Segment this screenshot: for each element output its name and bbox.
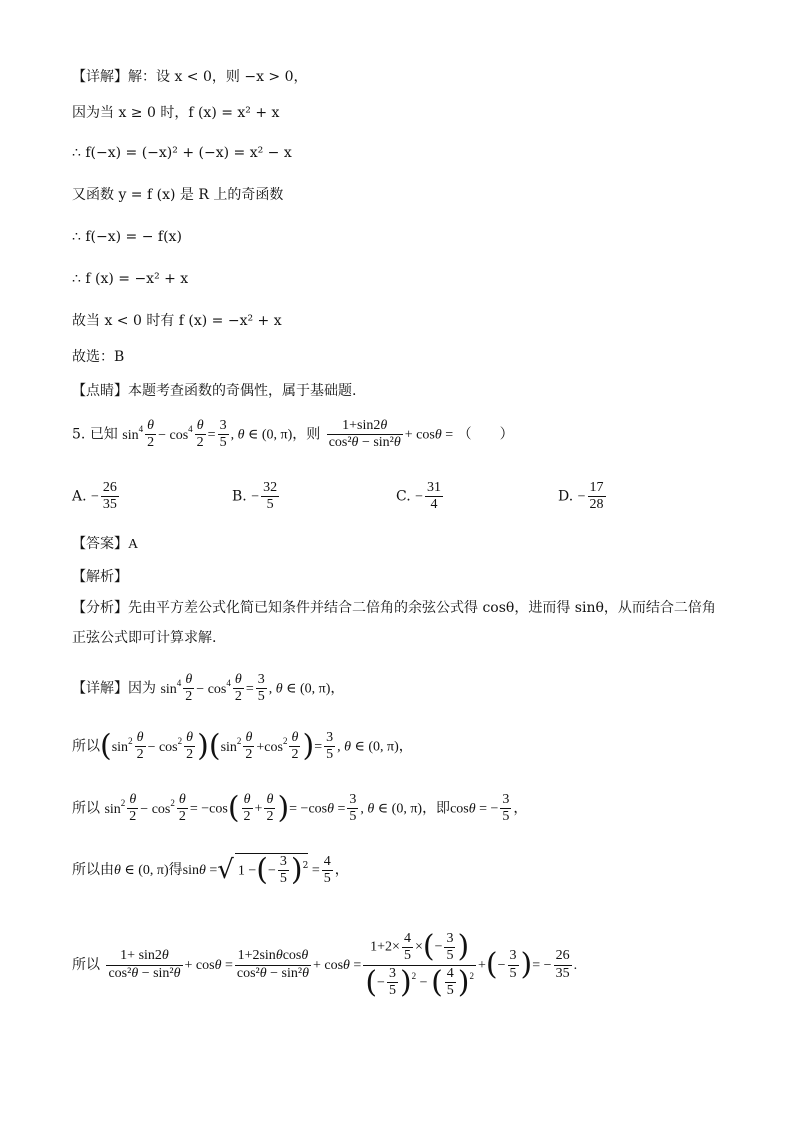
line-odd-function: 又函数 y = f (x) 是 R 上的奇函数	[72, 187, 284, 203]
question-number: 5.	[72, 426, 86, 443]
line-odd-property: ∴ f(−x) = − f(x)	[72, 229, 182, 245]
analysis-line-1: 【分析】先由平方差公式化简已知条件并结合二倍角的余弦公式得 cosθ，进而得 sinθ，从而结合二倍角	[72, 600, 716, 616]
detail-step-5: 所以 $\frac{1+ \sin 2\theta}{\text{cos²θ − sin²θ}}$ + cosθ = $\frac{1+2\sin\theta\cos\theta}{\text{cos²θ − sin²θ}}$ + cosθ = 1+2× $\frac{4}{5}$ ×(− $\frac{3}{5}$ ) (− $\frac{3}{5}$ )$^2$ − ( $\frac{4}{5}$ )$^2$ +(− $\frac{3}{5}$ )= − $\frac{26}{35}$ .	[72, 929, 578, 1000]
question-stem-mid: ，则	[292, 426, 321, 443]
question-answer-blank: （ ）	[457, 426, 514, 443]
question-stem-pre: 已知	[89, 426, 118, 443]
question-5: 5. 已知 $\sin^4$ $\frac{\theta}{2}$ − $\cos^4$ $\frac{\theta}{2}$ = $\frac{3}{5}$ , θ ∈ (0, π)，则 $\frac{1+\sin 2\theta}{\text{cos²θ − sin²θ}}$ + cosθ = （ ）	[72, 418, 514, 451]
line-result: ∴ f (x) = −x² + x	[72, 271, 189, 287]
option-b: B. − $\frac{32}{5}$	[232, 480, 278, 513]
detail-step-3: 所以 $\sin^2$ $\frac{\theta}{2}$ − $\cos^2$ $\frac{\theta}{2}$ = −cos( $\frac{\theta}{2}$ + $\frac{\theta}{2}$ )= −cosθ = $\frac{3}{5}$ , θ ∈ (0, π)，即cosθ = − $\frac{3}{5}$ ，	[72, 790, 528, 826]
option-d: D. − $\frac{17}{28}$	[558, 480, 604, 513]
line-remark: 【点睛】本题考查函数的奇偶性，属于基础题.	[72, 383, 357, 399]
line-condition: 因为当 x ≥ 0 时，f (x) = x² + x	[72, 105, 280, 121]
line-conclusion: 故当 x < 0 时有 f (x) = −x² + x	[72, 313, 282, 329]
option-a: A. − $\frac{26}{35}$	[72, 480, 117, 513]
line-detail-intro: 【详解】解：设 x < 0，则 −x > 0，	[72, 69, 308, 85]
answer-value: A	[128, 537, 139, 552]
answer-line	[72, 537, 138, 552]
answer-label: 【答案】	[72, 536, 128, 552]
detail-step-1: 【详解】因为 $\sin^4$ $\frac{\theta}{2}$ − $\cos^4$ $\frac{\theta}{2}$ = $\frac{3}{5}$ , θ ∈ (0, π)，	[72, 672, 345, 705]
detail-step-4: 所以由θ ∈ (0, π)得sinθ =√ 1 −(− $\frac{3}{5}$ )$^2$ = $\frac{4}{5}$ ，	[72, 852, 349, 888]
line-substitution: ∴ f(−x) = (−x)² + (−x) = x² − x	[72, 145, 292, 161]
analysis-title: 【解析】	[72, 569, 128, 585]
analysis-line-2: 正弦公式即可计算求解.	[72, 630, 217, 646]
detail-step-2: 所以($\sin^2$ $\frac{\theta}{2}$ − $\cos^2$ $\frac{\theta}{2}$ )($\sin^2$ $\frac{\theta}{2}$ $+\cos^2$ $\frac{\theta}{2}$ )= $\frac{3}{5}$ , θ ∈ (0, π)，	[72, 728, 413, 764]
line-choice: 故选：B	[72, 349, 125, 365]
option-c: C. − $\frac{31}{4}$	[396, 480, 442, 513]
